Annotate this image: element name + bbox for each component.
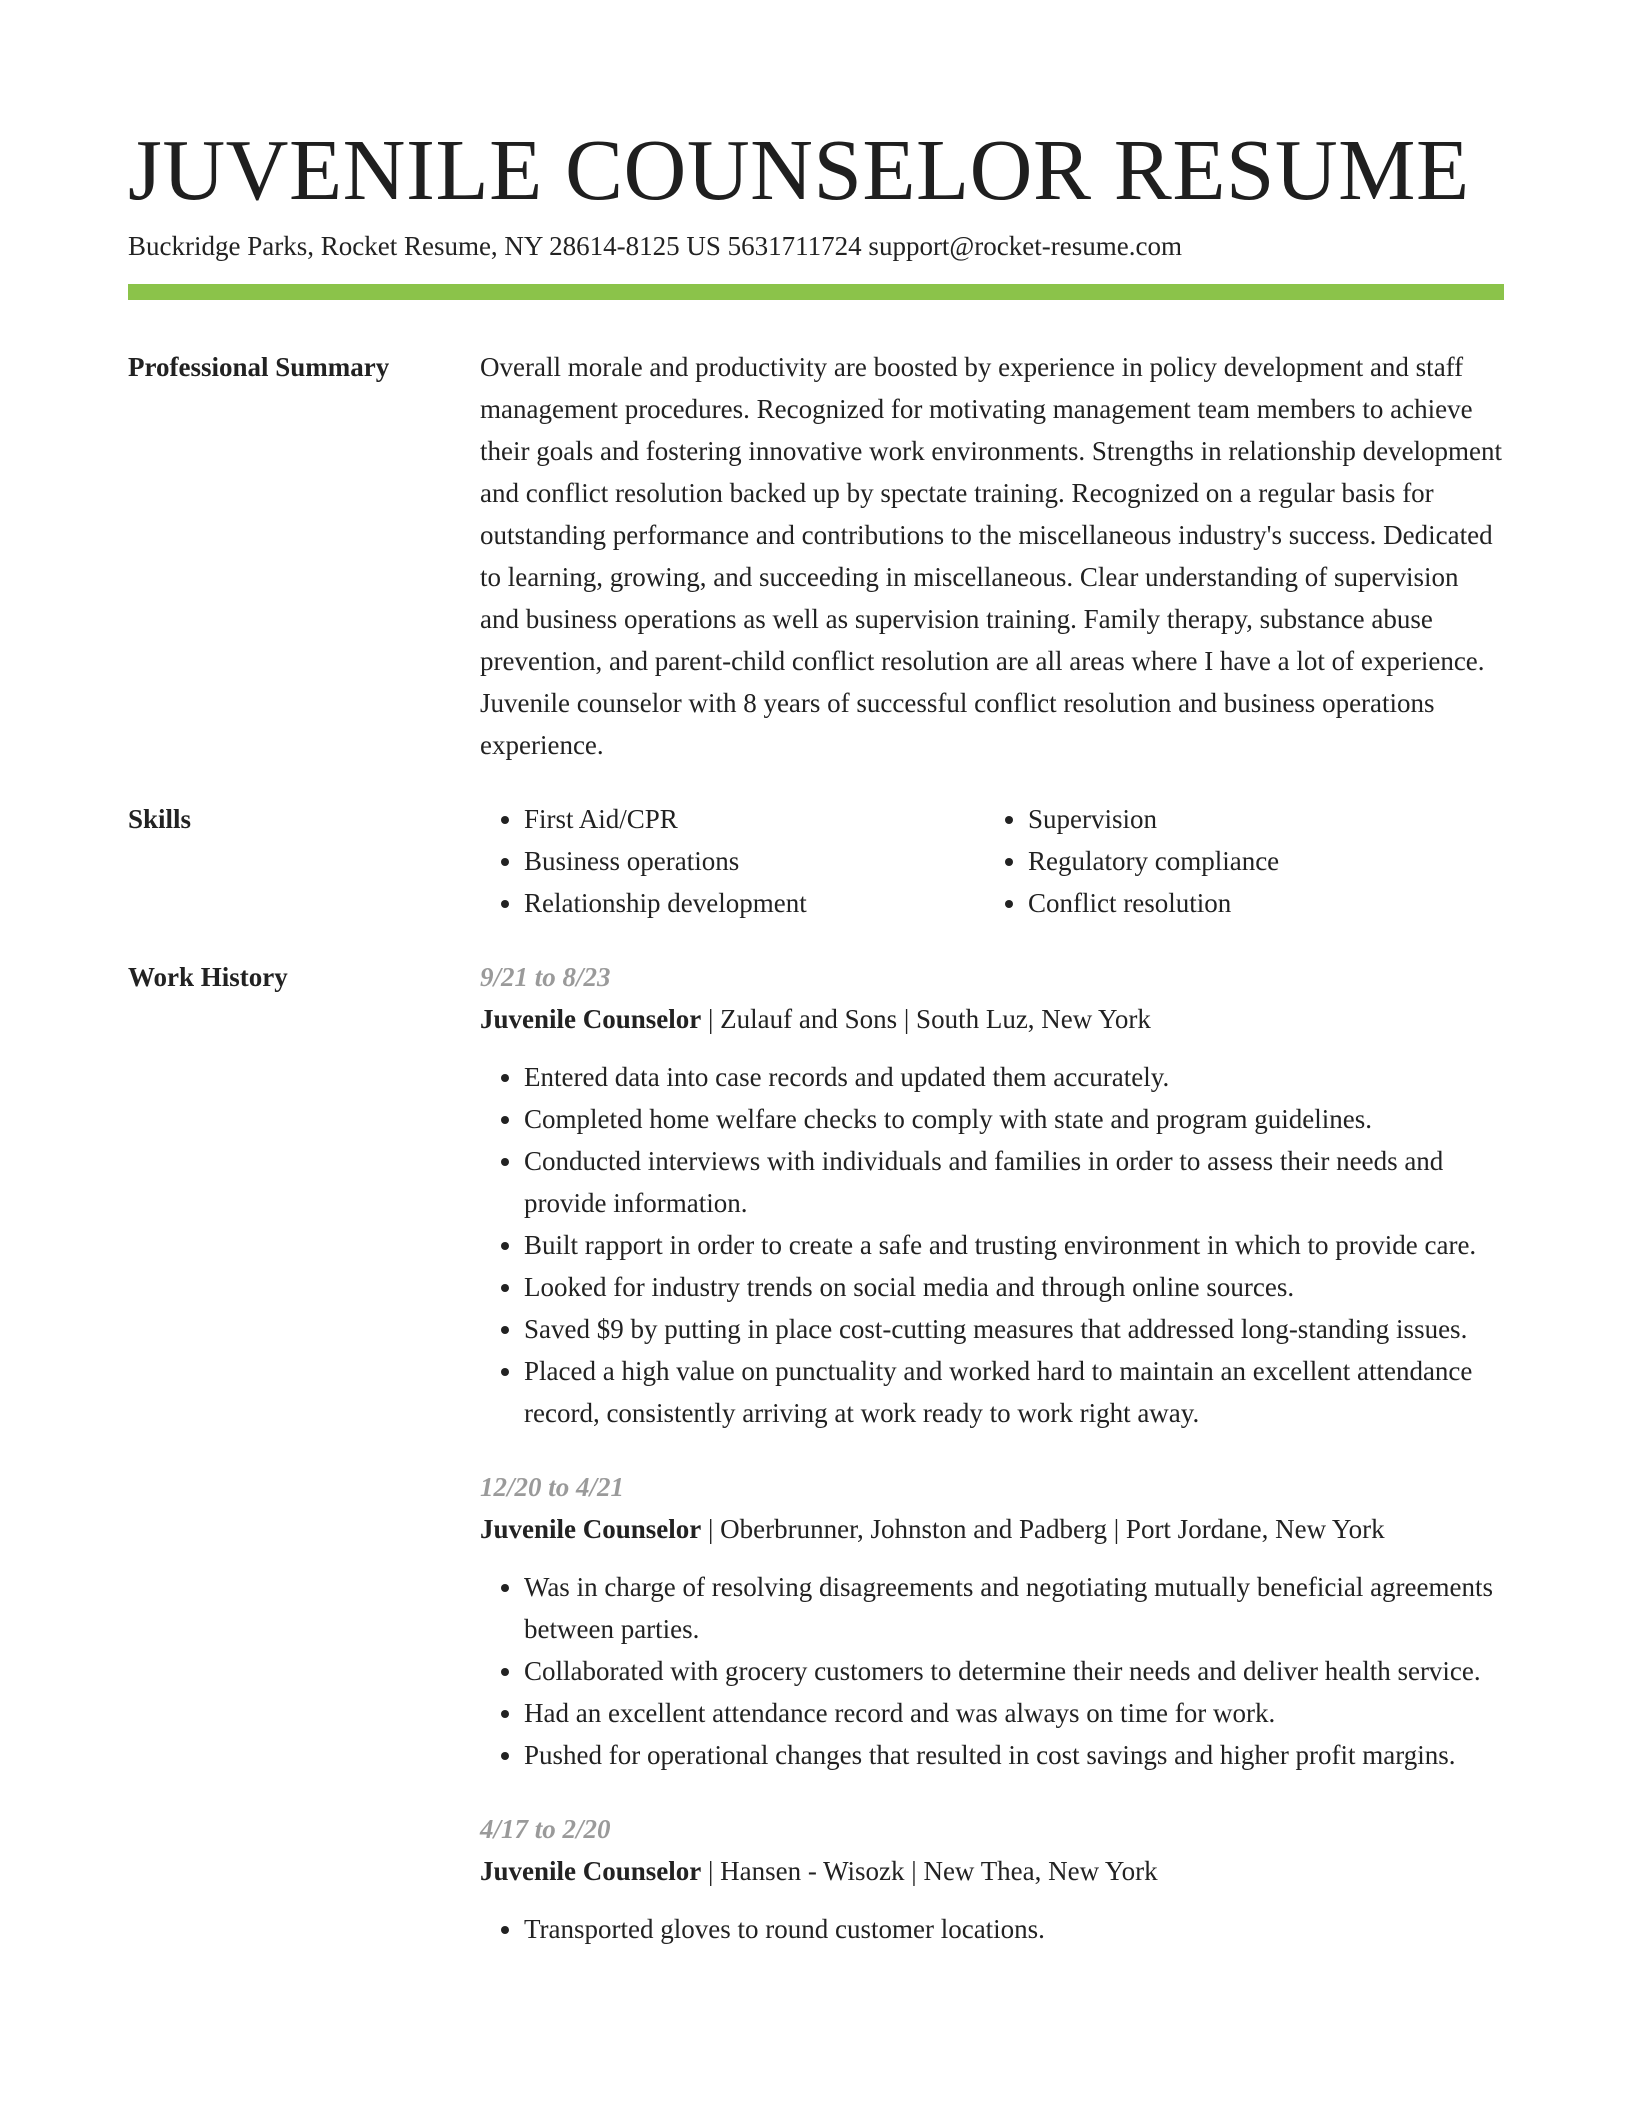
job-bullet: • Built rapport in order to create a safe and trusting environment in which to provide care. — [524, 1224, 1504, 1266]
contact-line: Buckridge Parks, Rocket Resume, NY 28614-8125 US 5631711724 support@rocket-resume.com — [128, 231, 1182, 261]
skill-item: • Conflict resolution — [1028, 882, 1488, 924]
skill-item: • Regulatory compliance — [1028, 840, 1488, 882]
job-bullet: • Looked for industry trends on social media and through online sources. — [524, 1266, 1504, 1308]
job-title: Juvenile Counselor — [480, 1004, 702, 1034]
job-bullet: • Had an excellent attendance record and was always on time for work. — [524, 1692, 1504, 1734]
resume-title: JUVENILE COUNSELOR RESUME — [128, 121, 1470, 218]
skill-item: • Supervision — [1028, 798, 1488, 840]
summary-label: Professional Summary — [128, 352, 390, 382]
job-details: | Oberbrunner, Johnston and Padberg | Port Jordane, New York — [701, 1514, 1385, 1544]
job-bullet: • Placed a high value on punctuality and worked hard to maintain an excellent attendance record, consistently arriving at work ready to work right away. — [524, 1350, 1504, 1434]
job-bullet: • Was in charge of resolving disagreements and negotiating mutually beneficial agreements between parties. — [524, 1566, 1504, 1650]
job-bullet: • Pushed for operational changes that resulted in cost savings and higher profit margins. — [524, 1734, 1504, 1776]
skills-list-right — [984, 798, 1488, 924]
summary-body — [480, 346, 1504, 766]
skills-section — [128, 798, 1504, 924]
job-details: | Zulauf and Sons | South Luz, New York — [701, 1004, 1151, 1034]
job-entry — [480, 956, 1504, 1434]
job-dates: 12/20 to 4/21 — [480, 1472, 625, 1502]
summary-text: Overall morale and productivity are boosted by experience in policy development and staff management procedures. Recognized for motivating management team members to achieve their goals and fostering innovative work environments. Strengths in relationship development and conflict resolution backed up by spectate training. Recognized on a regular basis for outstanding performance and contributions to the miscellaneous industry's success. Dedicated to learning, growing, and succeeding in miscellaneous. Clear understanding of supervision and business operations as well as supervision training. Family therapy, substance abuse prevention, and parent-child conflict resolution are all areas where I have a lot of experience. Juvenile counselor with 8 years of successful conflict resolution and business operations experience. — [480, 352, 1503, 760]
job-bullets — [480, 1566, 1504, 1776]
job-heading — [480, 1850, 1504, 1892]
skills-list-left — [480, 798, 984, 924]
work-history-section — [128, 956, 1504, 1982]
skill-item: • Business operations — [524, 840, 984, 882]
job-title: Juvenile Counselor — [480, 1514, 702, 1544]
job-entry — [480, 1808, 1504, 1950]
summary-section — [128, 346, 1504, 766]
job-heading — [480, 998, 1504, 1040]
job-bullet: • Entered data into case records and updated them accurately. — [524, 1056, 1504, 1098]
job-bullet: • Transported gloves to round customer locations. — [524, 1908, 1504, 1950]
skills-body — [480, 798, 1504, 924]
header-divider — [128, 284, 1504, 300]
job-bullets — [480, 1056, 1504, 1434]
job-bullet: • Completed home welfare checks to comply with state and program guidelines. — [524, 1098, 1504, 1140]
resume-page — [128, 120, 1504, 1982]
job-entry — [480, 1466, 1504, 1776]
skills-label: Skills — [128, 804, 192, 834]
job-bullets — [480, 1908, 1504, 1950]
work-history-label: Work History — [128, 962, 288, 992]
job-dates: 4/17 to 2/20 — [480, 1814, 611, 1844]
job-bullet: • Saved $9 by putting in place cost-cutting measures that addressed long-standing issues. — [524, 1308, 1504, 1350]
job-details: | Hansen - Wisozk | New Thea, New York — [701, 1856, 1158, 1886]
skill-item: • First Aid/CPR — [524, 798, 984, 840]
skill-item: • Relationship development — [524, 882, 984, 924]
job-bullet: • Conducted interviews with individuals and families in order to assess their needs and provide information. — [524, 1140, 1504, 1224]
job-heading — [480, 1508, 1504, 1550]
job-bullet: • Collaborated with grocery customers to determine their needs and deliver health service. — [524, 1650, 1504, 1692]
work-history-body — [480, 956, 1504, 1982]
job-title: Juvenile Counselor — [480, 1856, 702, 1886]
job-dates: 9/21 to 8/23 — [480, 962, 611, 992]
